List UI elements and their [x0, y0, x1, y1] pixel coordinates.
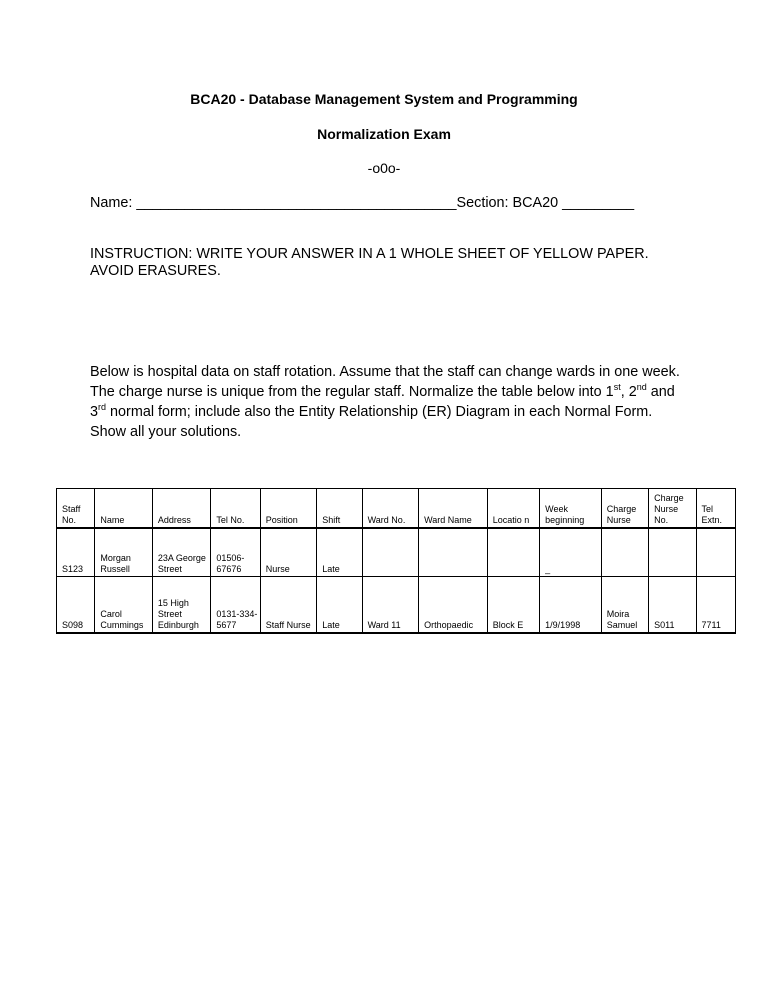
problem-text-d: normal form; include also the Entity Relationship (ER) Diagram in each Normal Form. Show all your solutions.	[90, 404, 653, 440]
header-cell: Position	[260, 489, 316, 529]
problem-text-c: and 3	[90, 384, 675, 420]
table-cell	[419, 528, 488, 577]
table-cell: Block E	[487, 577, 539, 634]
header-cell: Address	[152, 489, 211, 529]
table-cell: Moira Samuel	[601, 577, 648, 634]
separator: -o0o-	[367, 160, 401, 176]
table-cell: Staff Nurse	[260, 577, 316, 634]
section-field-label: Section: BCA20 _________	[456, 195, 635, 211]
problem-text-b: , 2	[620, 384, 637, 400]
table-row	[57, 528, 736, 577]
table-cell: 15 High Street Edinburgh	[152, 577, 211, 634]
table-cell: Orthopaedic	[419, 577, 488, 634]
header-cell: Shift	[317, 489, 362, 529]
table-cell	[487, 528, 539, 577]
header-cell: Ward Name	[419, 489, 488, 529]
table-cell: _	[540, 528, 602, 577]
table-cell	[362, 528, 418, 577]
table-row	[57, 577, 736, 634]
table-cell	[696, 528, 735, 577]
header-cell: Locatio n	[487, 489, 539, 529]
header-cell: Name	[95, 489, 153, 529]
table-cell: S098	[57, 577, 95, 634]
table-header-row	[57, 489, 736, 529]
problem-text-a: Below is hospital data on staff rotation. Assume that the staff can change wards in one week. The charge nurse is unique from the regular staff. Normalize the table below into 1	[90, 364, 680, 400]
table-cell: Carol Cummings	[95, 577, 153, 634]
page-title: BCA20 - Database Management System and Programming	[190, 91, 578, 107]
problem-statement	[90, 362, 690, 442]
instruction-text: INSTRUCTION: WRITE YOUR ANSWER IN A 1 WHOLE SHEET OF YELLOW PAPER. AVOID ERASURES.	[90, 246, 649, 279]
table-cell: Ward 11	[362, 577, 418, 634]
table-cell	[601, 528, 648, 577]
table-cell: S123	[57, 528, 95, 577]
student-info-line	[90, 195, 634, 211]
superscript-nd: nd	[636, 382, 647, 393]
header-cell: Week beginning	[540, 489, 602, 529]
table-cell: 01506-67676	[211, 528, 260, 577]
header-cell: Charge Nurse No.	[649, 489, 696, 529]
table-cell: S011	[649, 577, 696, 634]
header-cell: Tel Extn.	[696, 489, 735, 529]
name-field-label: Name: ________________________________________	[90, 195, 457, 211]
table-cell: 0131-334-5677	[211, 577, 260, 634]
table-cell: Morgan Russell	[95, 528, 153, 577]
superscript-rd: rd	[98, 402, 107, 413]
table-cell: 23A George Street	[152, 528, 211, 577]
header-cell: Charge Nurse	[601, 489, 648, 529]
table-cell: Late	[317, 528, 362, 577]
exam-subtitle: Normalization Exam	[317, 126, 451, 142]
table-cell: 1/9/1998	[540, 577, 602, 634]
header-cell: Staff No.	[57, 489, 95, 529]
table-cell: 7711	[696, 577, 735, 634]
table-cell: Late	[317, 577, 362, 634]
staff-rotation-table	[56, 488, 736, 634]
header-cell: Tel No.	[211, 489, 260, 529]
superscript-st: st	[613, 382, 621, 393]
table-cell	[649, 528, 696, 577]
header-cell: Ward No.	[362, 489, 418, 529]
table-cell: Nurse	[260, 528, 316, 577]
